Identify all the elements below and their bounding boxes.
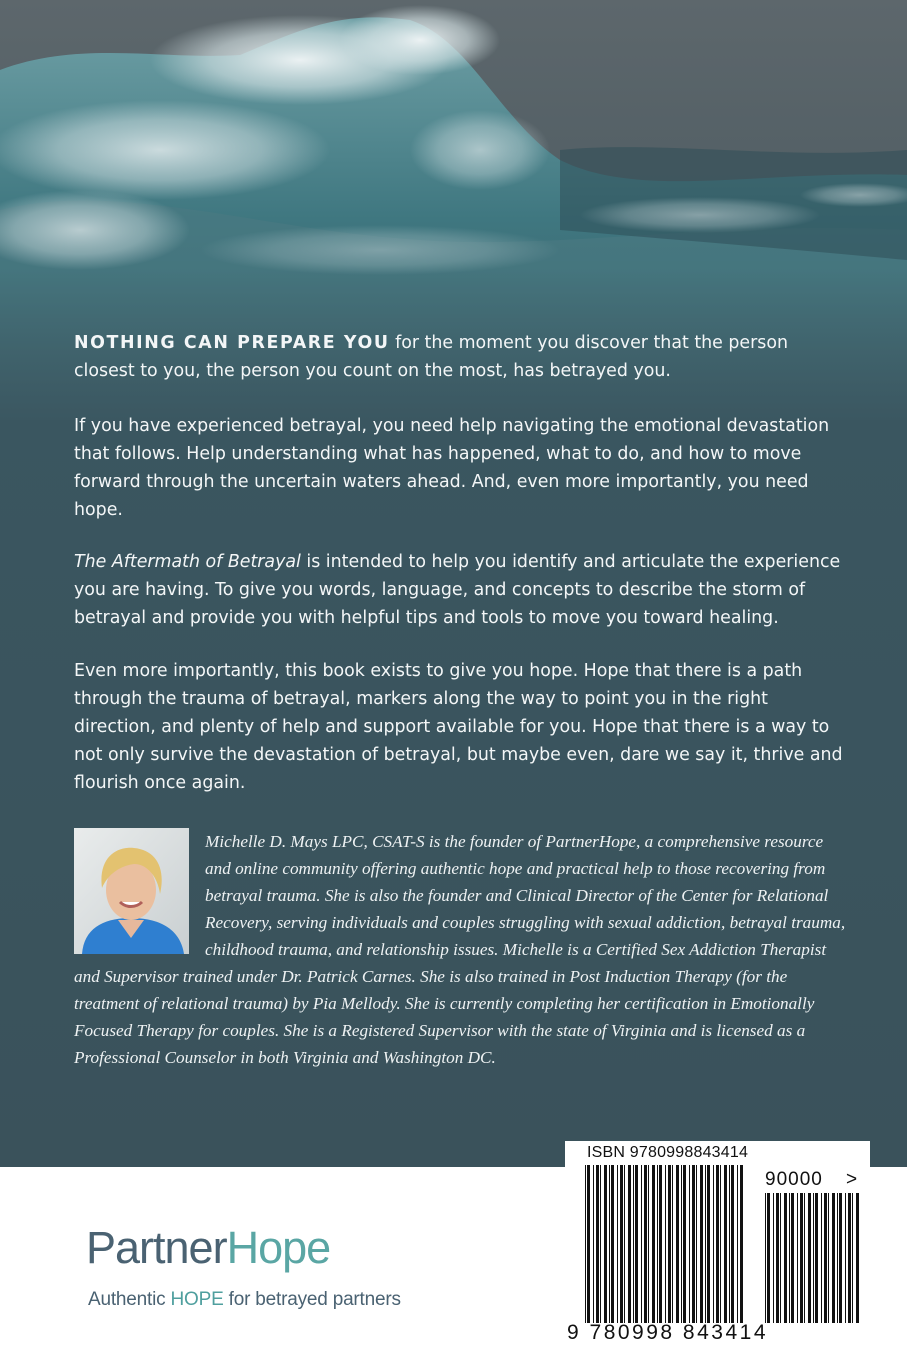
barcode-bar xyxy=(600,1165,601,1323)
barcode-bar xyxy=(587,1165,590,1323)
blurb-lead-in: NOTHING CAN PREPARE YOU xyxy=(74,333,390,353)
book-title-reference: The Aftermath of Betrayal xyxy=(74,552,301,572)
barcode-bar xyxy=(720,1165,721,1323)
author-bio-text: Michelle D. Mays LPC, CSAT-S is the founder of PartnerHope, a comprehensive resource and online community offering authentic hope and practical help to those recovering from betrayal trauma. She is also the founder and Clinical Director of the Center for Relational Recovery, serving individuals and couples struggling with sexual addiction, betrayal trauma, childhood trauma, and relationship issues. Michelle is a Certified Sex Addiction Therapist and Supervisor trained under Dr. Patrick Carnes. She is also trained in Post Induction Therapy (for the treatment of relational trauma) by Pia Mellody. She is currently completing her certification in Emotionally Focused Therapy for couples. She is a Registered Supervisor with the state of Virginia and is licensed as a Professional Counselor in both Virginia and Washington DC. xyxy=(74,832,846,1067)
barcode-bar xyxy=(808,1193,811,1323)
logo-word-partner: Partner xyxy=(86,1222,227,1273)
barcode-bar xyxy=(800,1193,803,1323)
barcode-bar xyxy=(665,1165,666,1323)
blurb-paragraph-4: Even more importantly, this book exists to give you hope. Hope that there is a path through the trauma of betrayal, markers along the way to point you in the right direction, and plenty of help and support available for you. Hope that there is a way to not only survive the devastation of betrayal, but maybe even, dare we say it, thrive and flourish once again. xyxy=(74,661,843,793)
logo-word-hope: Hope xyxy=(226,1222,331,1273)
barcode-bar xyxy=(633,1165,634,1323)
barcode-bar xyxy=(824,1193,827,1323)
barcode-bar xyxy=(648,1165,649,1323)
barcode-bars xyxy=(565,1141,870,1348)
barcode-bar xyxy=(716,1165,719,1323)
partnerhope-logo xyxy=(86,1223,330,1273)
barcode-bar xyxy=(596,1165,599,1323)
barcode-bar xyxy=(681,1165,682,1323)
barcode-bar xyxy=(780,1193,781,1323)
barcode-bar xyxy=(832,1193,835,1323)
barcode-bar xyxy=(773,1193,774,1323)
barcode-bar xyxy=(731,1165,734,1323)
barcode-bar xyxy=(604,1165,607,1323)
barcode-bar xyxy=(620,1165,623,1323)
barcode-bar xyxy=(617,1165,618,1323)
ean-digits: 9 780998 843414 xyxy=(567,1321,768,1344)
barcode-bar xyxy=(821,1193,822,1323)
barcode-bar xyxy=(641,1165,642,1323)
barcode-bar xyxy=(848,1193,851,1323)
barcode-bar xyxy=(635,1165,638,1323)
barcode-bar xyxy=(837,1193,838,1323)
barcode-bar xyxy=(852,1193,853,1323)
price-code: 90000 xyxy=(765,1169,823,1190)
barcode-bar xyxy=(659,1165,662,1323)
barcode-bar xyxy=(815,1193,818,1323)
barcode-bar xyxy=(767,1193,770,1323)
barcode-bar xyxy=(696,1165,697,1323)
tagline-highlight: HOPE xyxy=(170,1289,224,1310)
barcode-bar xyxy=(707,1165,710,1323)
barcode-bar xyxy=(593,1165,594,1323)
isbn-barcode xyxy=(565,1141,870,1348)
barcode-bar xyxy=(737,1165,738,1323)
blurb-paragraph-3 xyxy=(74,548,844,632)
barcode-bar xyxy=(689,1165,690,1323)
barcode-bar xyxy=(585,1165,586,1323)
barcode-bar xyxy=(784,1193,787,1323)
barcode-bar xyxy=(652,1165,655,1323)
barcode-bar xyxy=(724,1165,727,1323)
barcode-bar xyxy=(729,1165,730,1323)
barcode-bar xyxy=(713,1165,714,1323)
barcode-bar xyxy=(624,1165,625,1323)
barcode-bar xyxy=(644,1165,647,1323)
barcode-bar xyxy=(611,1165,614,1323)
barcode-bar xyxy=(683,1165,686,1323)
barcode-bar xyxy=(705,1165,706,1323)
blurb-p3-text: is intended to help you identify and articulate the experience you are having. To give you words, language, and concepts to describe the storm of betrayal and provide you with helpful tips and tools to move you toward healing. xyxy=(74,552,841,628)
price-arrow: > xyxy=(846,1169,858,1190)
barcode-bar xyxy=(657,1165,658,1323)
blurb-p1-text: for the moment you discover that the person closest to you, the person you count on the most, has betrayed you. xyxy=(74,333,789,381)
barcode-bar xyxy=(672,1165,673,1323)
barcode-bar xyxy=(791,1193,794,1323)
barcode-bar xyxy=(828,1193,829,1323)
photo-wrap-spacer xyxy=(74,828,205,956)
blurb-paragraph-2: If you have experienced betrayal, you need help navigating the emotional devastation that follows. Help understanding what has happened, what to do, and how to move forward through the uncertain waters ahead. And, even more importantly, you need hope. xyxy=(74,416,830,520)
barcode-bar xyxy=(845,1193,846,1323)
barcode-bar xyxy=(700,1165,703,1323)
blurb-paragraph-1 xyxy=(74,329,844,385)
barcode-bar xyxy=(668,1165,671,1323)
isbn-label: ISBN 9780998843414 xyxy=(587,1144,749,1161)
barcode-bar xyxy=(776,1193,779,1323)
tagline-prefix: Authentic xyxy=(88,1289,171,1310)
barcode-bar xyxy=(856,1193,859,1323)
barcode-bar xyxy=(676,1165,679,1323)
barcode-bar xyxy=(765,1193,766,1323)
barcode-bar xyxy=(740,1165,743,1323)
tagline-suffix: for betrayed partners xyxy=(223,1289,401,1310)
barcode-bar xyxy=(839,1193,842,1323)
barcode-bar xyxy=(789,1193,790,1323)
barcode-bar xyxy=(692,1165,695,1323)
barcode-bar xyxy=(628,1165,631,1323)
logo-tagline xyxy=(88,1289,401,1311)
author-bio xyxy=(74,828,849,1071)
barcode-bar xyxy=(609,1165,610,1323)
barcode-bar xyxy=(804,1193,805,1323)
barcode-bar xyxy=(813,1193,814,1323)
barcode-bar xyxy=(797,1193,798,1323)
